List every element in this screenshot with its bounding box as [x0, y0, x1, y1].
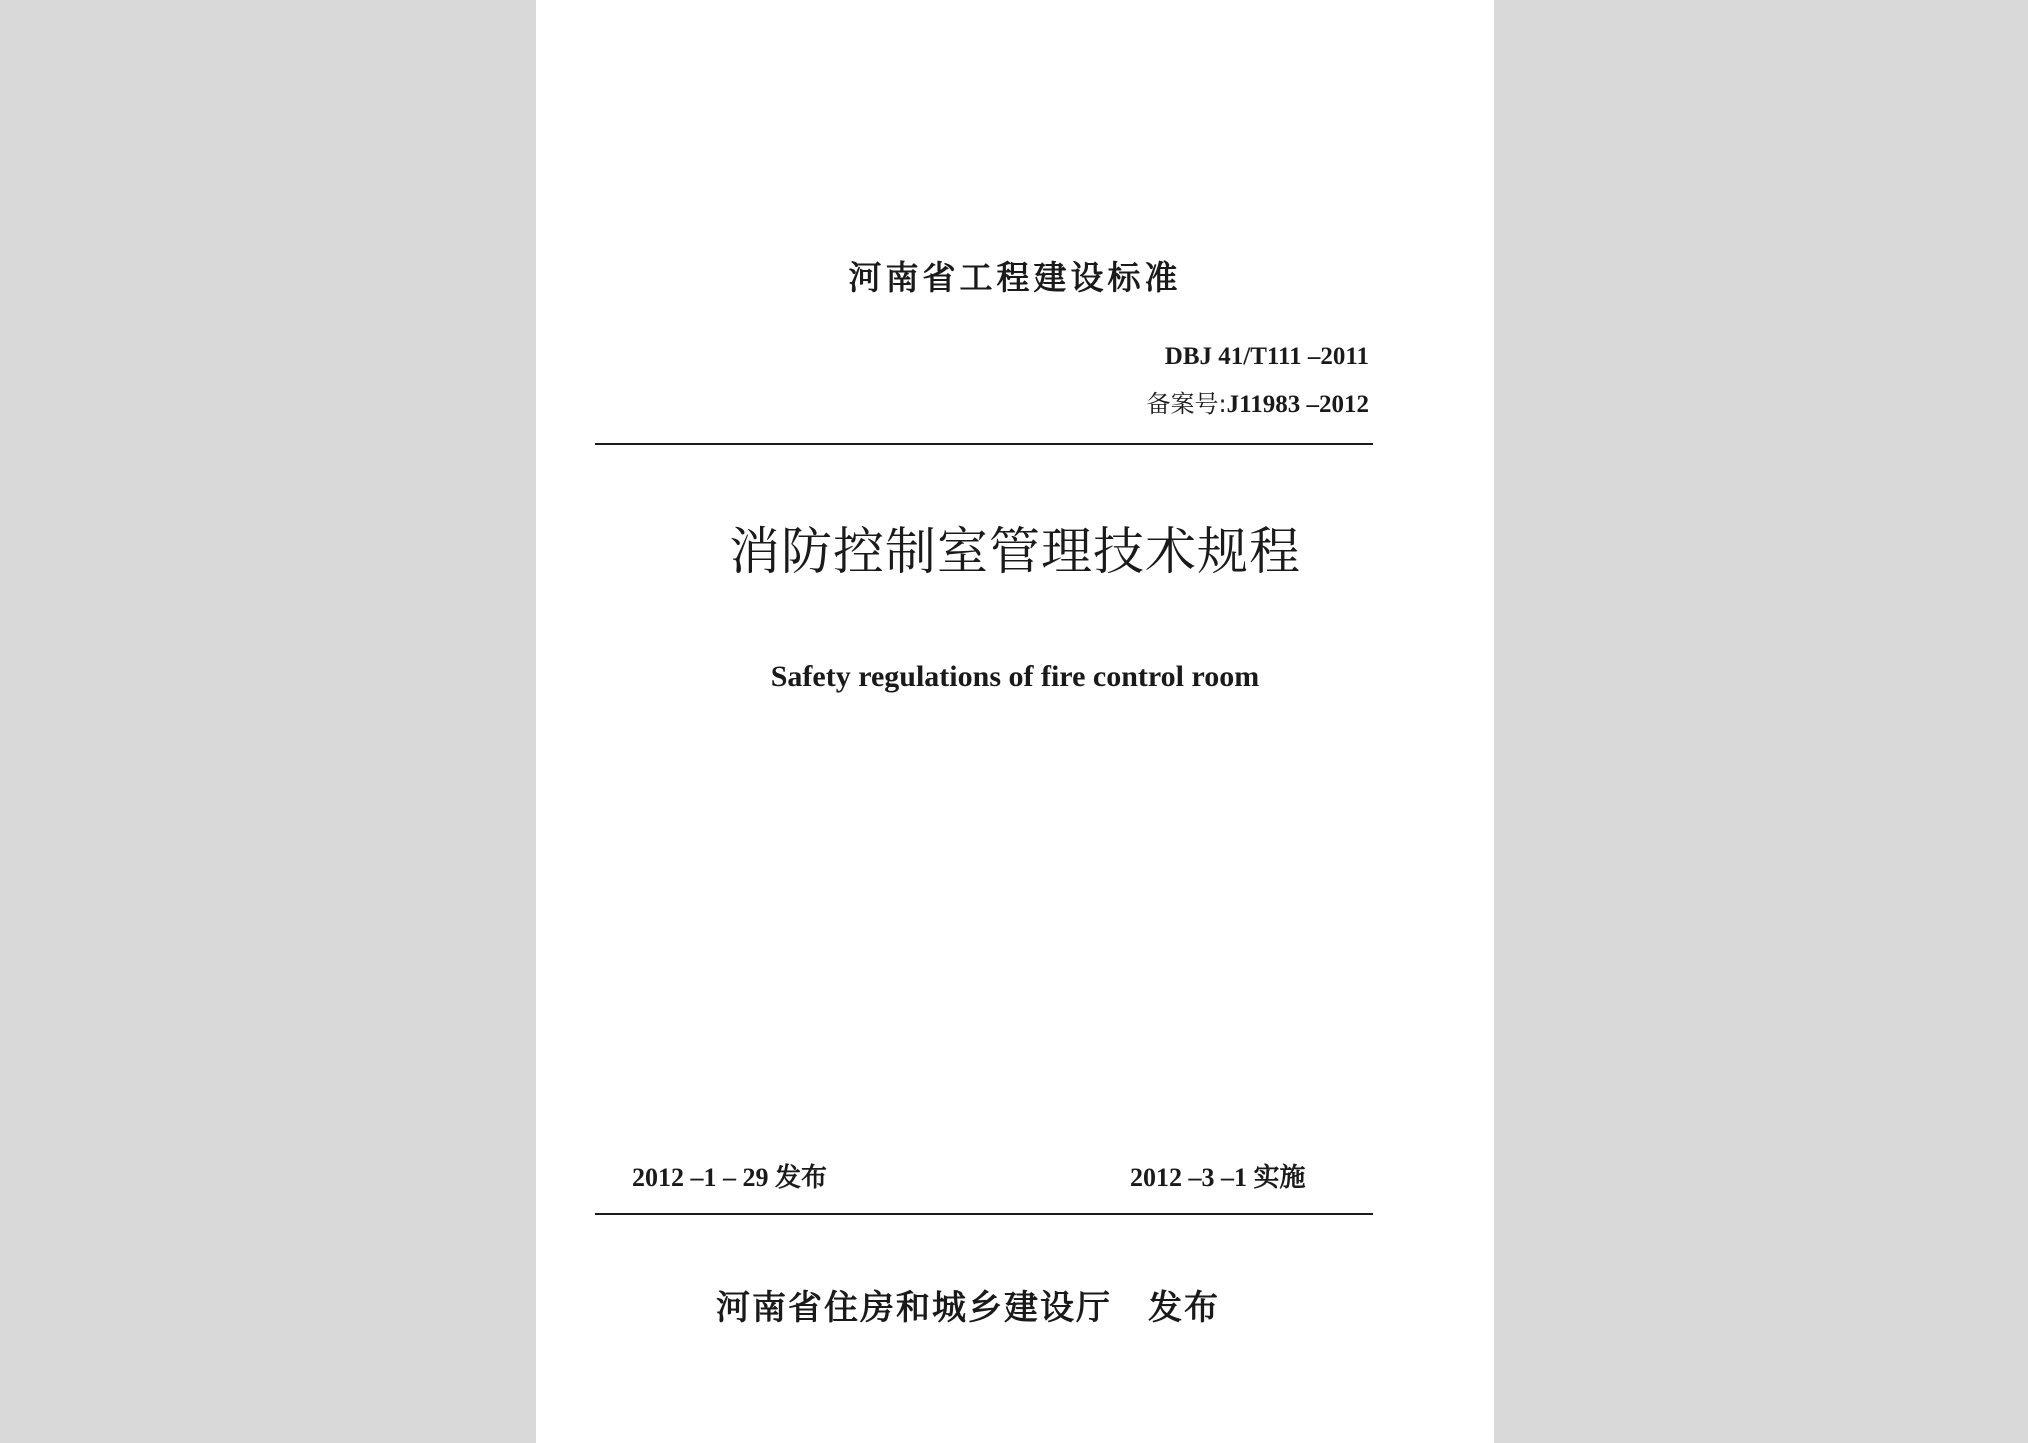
standard-number: DBJ 41/T111 –2011	[1164, 343, 1369, 370]
record-number-label: 备案号:	[1146, 390, 1227, 418]
title-chinese: 消防控制室管理技术规程	[728, 523, 1301, 582]
publisher-action: 发布	[1148, 1288, 1220, 1328]
top-divider	[595, 443, 1373, 445]
bottom-divider	[595, 1213, 1373, 1215]
publisher-line	[716, 1280, 1220, 1329]
record-number-line	[1147, 384, 1369, 419]
cover-page	[536, 0, 1494, 1443]
series-title: 河南省工程建设标准	[848, 258, 1182, 297]
issue-date: 2012 –1 – 29 发布	[632, 1163, 828, 1192]
implement-date: 2012 –3 –1 实施	[1130, 1163, 1306, 1192]
title-english: Safety regulations of fire control room	[770, 660, 1260, 693]
publisher-name: 河南省住房和城乡建设厅	[716, 1288, 1112, 1328]
record-number-value: J11983 –2012	[1226, 391, 1369, 418]
